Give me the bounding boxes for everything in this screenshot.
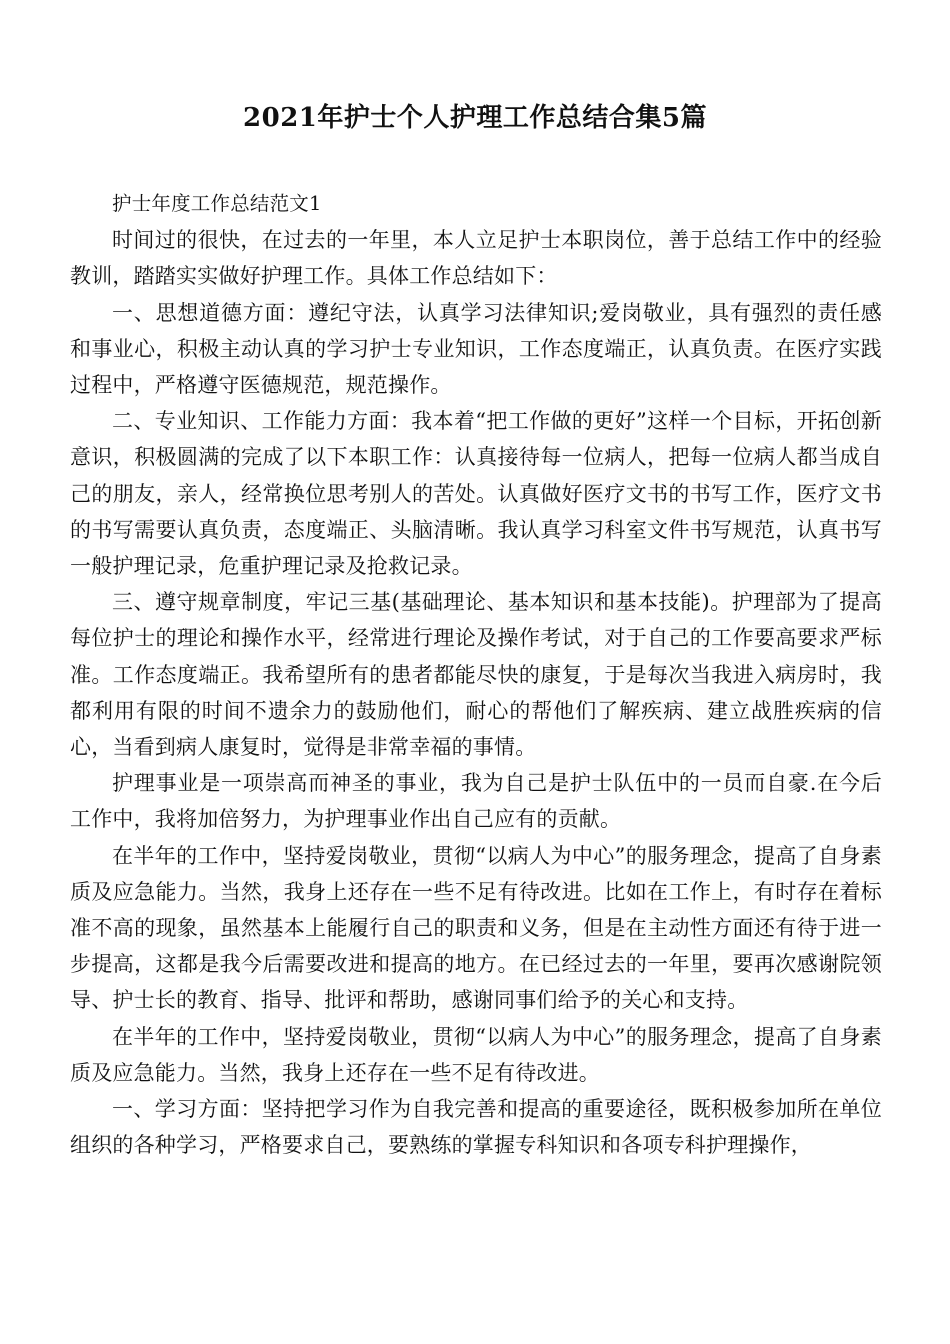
section-heading: 护士年度工作总结范文1 <box>112 192 322 215</box>
paragraph-intro: 时间过的很快，在过去的一年里，本人立足护士本职岗位，善于总结工作中的经验教训，踏踏实实做好护理工作。具体工作总结如下： <box>70 228 882 289</box>
paragraph-half-year-2: 在半年的工作中，坚持爱岗敬业，贯彻“以病人为中心”的服务理念，提高了自身素质及应急能力。当然，我身上还存在一些不足有待改进。 <box>70 1024 882 1085</box>
document-title: 2021年护士个人护理工作总结合集5篇 <box>243 103 707 133</box>
document-body <box>70 186 882 1163</box>
paragraph-study: 一、学习方面：坚持把学习作为自我完善和提高的重要途径，既积极参加所在单位组织的各种学习，严格要求自己，要熟练的掌握专科知识和各项专科护理操作， <box>70 1097 882 1158</box>
paragraph-professional: 二、专业知识、工作能力方面：我本着“把工作做的更好”这样一个目标，开拓创新意识，积极圆满的完成了以下本职工作：认真接待每一位病人，把每一位病人都当成自己的朋友，亲人，经常换位思考别人的苦处。认真做好医疗文书的书写工作，医疗文书的书写需要认真负责，态度端正、头脑清晰。我认真学习科室文件书写规范，认真书写一般护理记录，危重护理记录及抢救记录。 <box>70 409 882 579</box>
paragraph-moral: 一、思想道德方面：遵纪守法，认真学习法律知识;爱岗敬业，具有强烈的责任感和事业心，积极主动认真的学习护士专业知识，工作态度端正，认真负责。在医疗实践过程中，严格遵守医德规范，规范操作。 <box>70 300 882 398</box>
paragraph-rules: 三、遵守规章制度，牢记三基(基础理论、基本知识和基本技能)。护理部为了提高每位护士的理论和操作水平，经常进行理论及操作考试，对于自己的工作要高要求严标准。工作态度端正。我希望所有的患者都能尽快的康复，于是每次当我进入病房时，我都利用有限的时间不遗余力的鼓励他们，耐心的帮他们了解疾病、建立战胜疾病的信心，当看到病人康复时，觉得是非常幸福的事情。 <box>70 590 882 760</box>
paragraph-career: 护理事业是一项崇高而神圣的事业，我为自己是护士队伍中的一员而自豪.在今后工作中，我将加倍努力，为护理事业作出自己应有的贡献。 <box>70 771 882 832</box>
paragraph-half-year-1: 在半年的工作中，坚持爱岗敬业，贯彻“以病人为中心”的服务理念，提高了自身素质及应急能力。当然，我身上还存在一些不足有待改进。比如在工作上，有时存在着标准不高的现象，虽然基本上能履行自己的职责和义务，但是在主动性方面还有待于进一步提高，这都是我今后需要改进和提高的地方。在已经过去的一年里，要再次感谢院领导、护士长的教育、指导、批评和帮助，感谢同事们给予的关心和支持。 <box>70 843 882 1013</box>
